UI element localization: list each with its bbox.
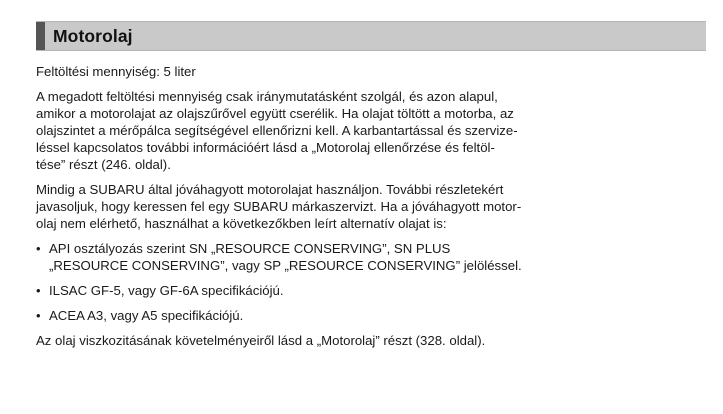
- paragraph-line: léssel kapcsolatos további információért lásd a „Motorolaj ellenőrzése és feltöl-: [36, 140, 495, 155]
- list-item-line: ILSAC GF-5, vagy GF-6A specifikációjú.: [49, 283, 284, 298]
- bullet-icon: •: [36, 283, 41, 298]
- paragraph-capacity-note: [36, 88, 706, 173]
- list-item-line: API osztályozás szerint SN „RESOURCE CONSERVING”, SN PLUS: [49, 241, 451, 256]
- capacity-text: Feltöltési mennyiség: 5 liter: [36, 64, 196, 79]
- section-title: Motorolaj: [53, 25, 133, 46]
- list-item-text: [49, 282, 284, 299]
- paragraph-line: amikor a motorolajat az olajszűrővel együtt cserélik. Ha olajat töltött a motorba, az: [36, 106, 514, 121]
- list-item: [36, 307, 706, 324]
- alternative-oil-list: [36, 240, 706, 324]
- paragraph-line: tése” részt (246. oldal).: [36, 157, 171, 172]
- section-header-accent-bar: [36, 22, 45, 50]
- bullet-icon: •: [36, 308, 41, 323]
- viscosity-note: Az olaj viszkozitásának követelményeiről lásd a „Motorolaj” részt (328. oldal).: [36, 333, 486, 348]
- list-item: [36, 240, 706, 274]
- paragraph-approved-oil: [36, 181, 706, 232]
- manual-page: [36, 21, 706, 357]
- section-content: [36, 51, 706, 349]
- list-item: [36, 282, 706, 299]
- paragraph-line: olajszintet a mérőpálca segítségével ellenőrizni kell. A karbantartással és szervize-: [36, 123, 518, 138]
- paragraph-line: Mindig a SUBARU által jóváhagyott motorolajat használjon. További részletekért: [36, 182, 504, 197]
- paragraph-line: A megadott feltöltési mennyiség csak iránymutatásként szolgál, és azon alapul,: [36, 89, 498, 104]
- paragraph-line: olaj nem elérhető, használhat a következőkben leírt alternatív olajat is:: [36, 216, 447, 231]
- list-item-line: „RESOURCE CONSERVING”, vagy SP „RESOURCE CONSERVING” jelöléssel.: [49, 258, 522, 273]
- list-item-line: ACEA A3, vagy A5 specifikációjú.: [49, 308, 244, 323]
- paragraph-line: javasoljuk, hogy keressen fel egy SUBARU márkaszervizt. Ha a jóváhagyott motor-: [36, 199, 522, 214]
- list-item-text: [49, 307, 243, 324]
- section-header: [36, 21, 706, 51]
- bullet-icon: •: [36, 241, 41, 256]
- list-item-text: [49, 240, 522, 274]
